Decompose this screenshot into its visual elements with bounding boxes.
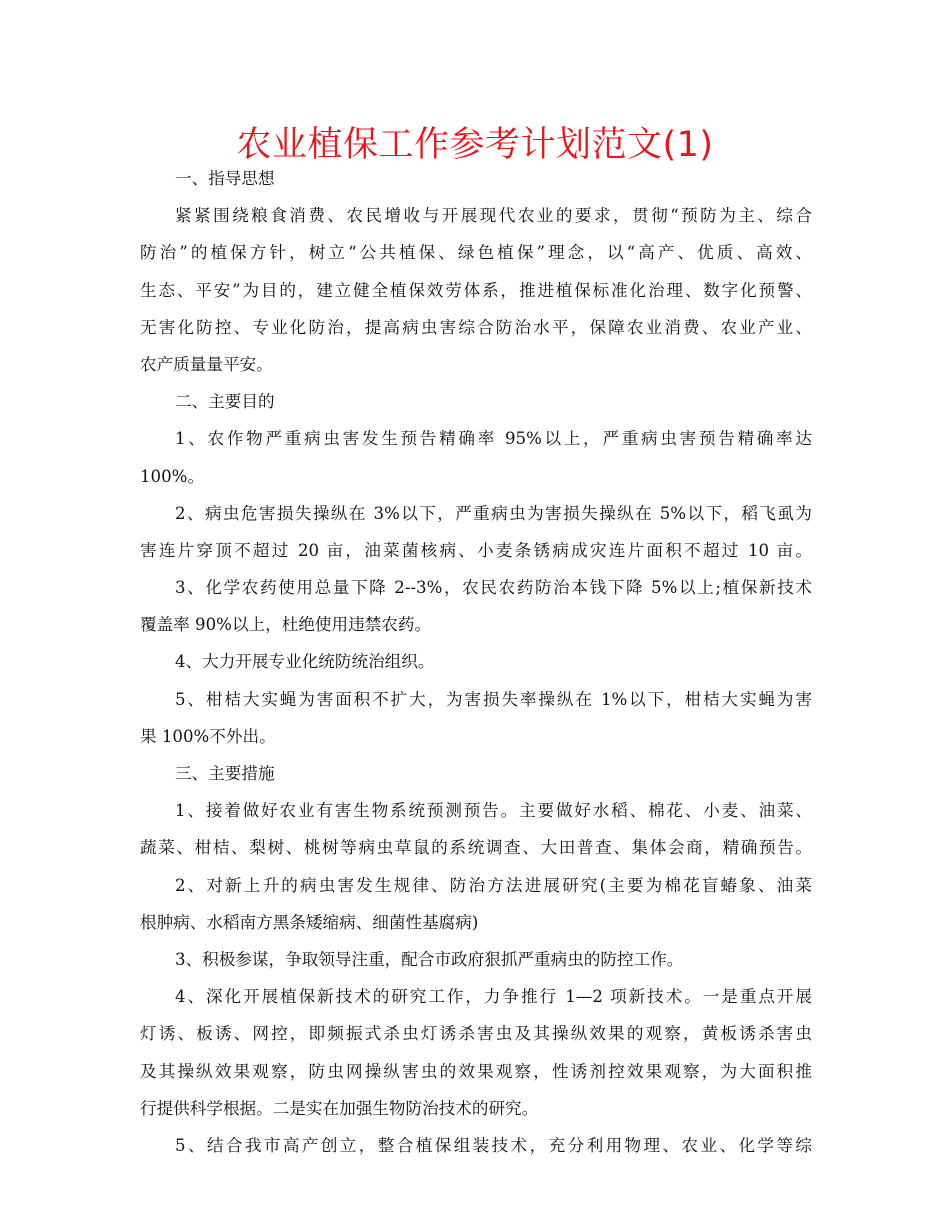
text-line: 5、柑桔大实蝇为害面积不扩大，为害损失率操纵在 1%以下，柑桔大实蝇为害: [175, 689, 812, 709]
text-line: 行提供科学根据。二是实在加强生物防治技术的研究。: [140, 1098, 539, 1118]
text-line: 1、接着做好农业有害生物系统预测预告。主要做好水稻、棉花、小麦、油菜、: [175, 801, 812, 821]
document-body: [140, 160, 812, 1164]
text-line: 害连片穿顶不超过 20 亩，油菜菌核病、小麦条锈病成灾连片面积不超过 10 亩。: [140, 540, 812, 560]
text-line: 无害化防控、专业化防治，提高病虫害综合防治水平，保障农业消费、农业产业、: [140, 317, 812, 337]
document-title: 农业植保工作参考计划范文(1): [236, 125, 714, 165]
text-line: 4、大力开展专业化统防统治组织。: [175, 652, 435, 672]
text-line: 根肿病、水稻南方黑条矮缩病、细菌性基腐病): [140, 912, 479, 932]
text-line: 生态、平安”为目的，建立健全植保效劳体系，推进植保标准化治理、数字化预警、: [140, 280, 812, 300]
text-line: 紧紧围绕粮食消费、农民增收与开展现代农业的要求，贯彻“预防为主、综合: [175, 206, 812, 226]
text-line: 一、指导思想: [175, 169, 275, 188]
text-line: 果 100%不外出。: [140, 726, 276, 746]
text-line: 二、主要目的: [175, 392, 275, 412]
text-line: 2、对新上升的病虫害发生规律、防治方法进展研究(主要为棉花盲蝽象、油菜: [175, 875, 812, 895]
text-line: 农产质量量平安。: [140, 354, 273, 374]
text-line: 3、化学农药使用总量下降 2--3%，农民农药防治本钱下降 5%以上;植保新技术: [175, 578, 812, 598]
text-line: 防治”的植保方针，树立“公共植保、绿色植保”理念，以“高产、优质、高效、: [140, 243, 812, 263]
text-line: 5、结合我市高产创立，整合植保组装技术，充分利用物理、农业、化学等综: [175, 1135, 812, 1155]
text-line: 蔬菜、柑桔、梨树、桃树等病虫草鼠的系统调查、大田普查、集体会商，精确预告。: [140, 838, 812, 858]
text-line: 100%。: [140, 466, 205, 486]
text-line: 灯诱、板诱、网控，即频振式杀虫灯诱杀害虫及其操纵效果的观察，黄板诱杀害虫: [140, 1024, 812, 1044]
text-line: 3、积极参谋，争取领导注重，配合市政府狠抓严重病虫的防控工作。: [175, 949, 684, 969]
text-line: 4、深化开展植保新技术的研究工作，力争推行 1—2 项新技术。一是重点开展: [175, 987, 812, 1007]
text-line: 及其操纵效果观察，防虫网操纵害虫的效果观察，性诱剂控效果观察，为大面积推: [140, 1061, 812, 1081]
text-line: 三、主要措施: [175, 764, 275, 783]
text-line: 覆盖率 90%以上，杜绝使用违禁农药。: [140, 615, 432, 635]
text-line: 1、农作物严重病虫害发生预告精确率 95%以上，严重病虫害预告精确率达: [175, 429, 812, 449]
text-line: 2、病虫危害损失操纵在 3%以下，严重病虫为害损失操纵在 5%以下，稻飞虱为: [175, 503, 812, 523]
